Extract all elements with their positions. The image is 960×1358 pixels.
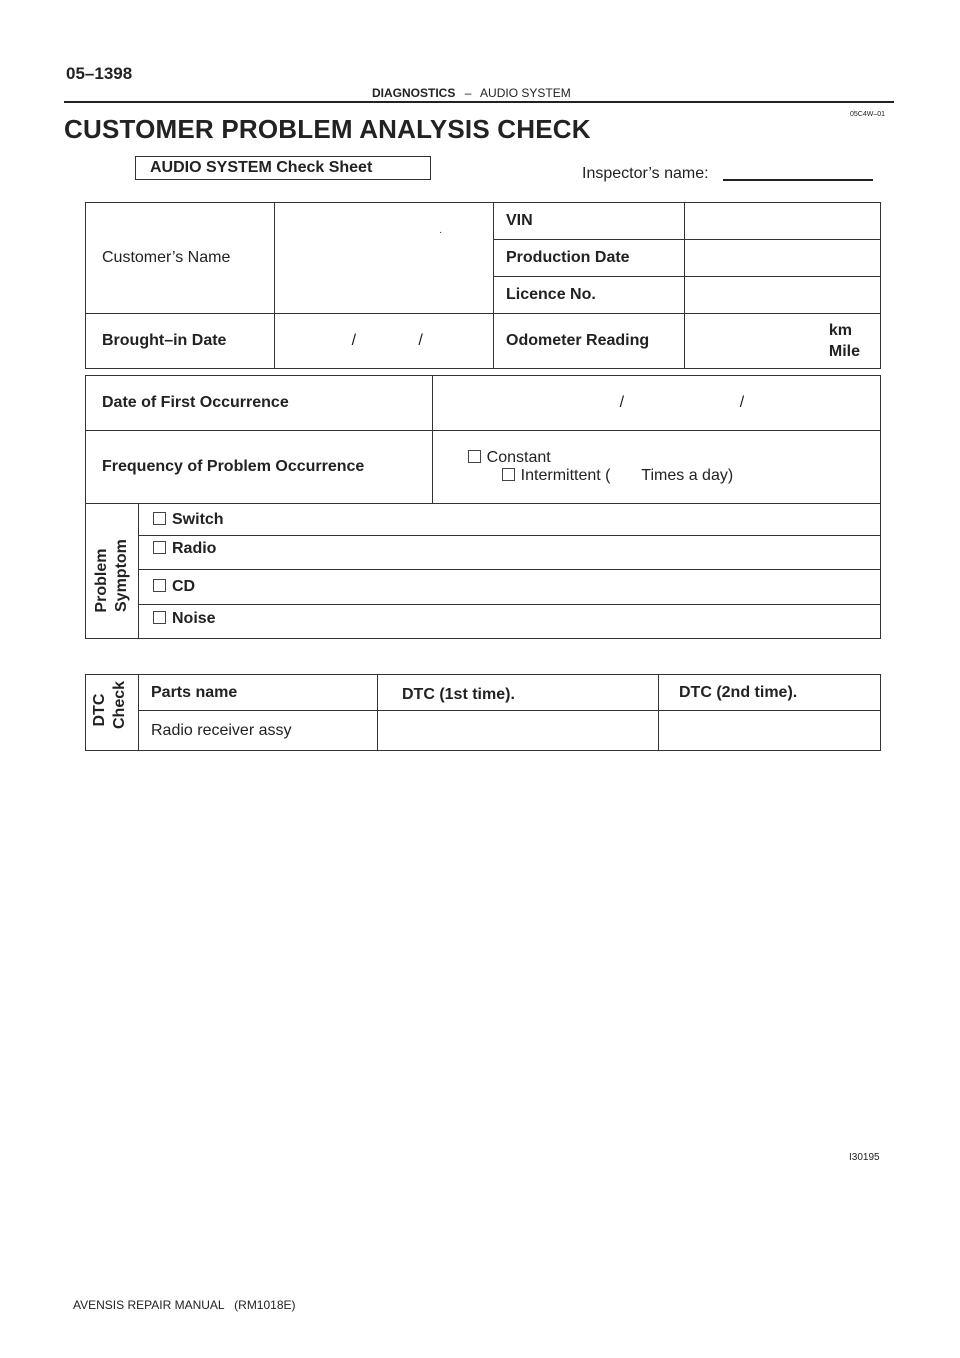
symptom-row-switch — [139, 504, 881, 536]
symptom-label — [92, 539, 132, 622]
frequency-label: Frequency of Problem Occurrence — [102, 458, 365, 475]
km-unit: km — [828, 322, 852, 339]
symptom-switch-label: Switch — [172, 510, 224, 528]
dtc-check-table — [85, 674, 881, 751]
first-occurrence-slashes: / / — [619, 394, 745, 411]
header-dash: – — [464, 86, 472, 100]
customer-name-label: Customer’s Name — [102, 249, 231, 266]
footer-manual: AVENSIS REPAIR MANUAL (RM1018E) — [73, 1298, 296, 1312]
odometer-label: Odometer Reading — [506, 332, 650, 349]
mile-unit: Mile — [828, 343, 860, 360]
licence-value-cell[interactable] — [685, 277, 881, 314]
vin-label-cell — [494, 203, 685, 240]
inspector-label: Inspector’s name: — [582, 165, 709, 182]
customer-name-label-cell — [86, 203, 275, 314]
dtc-label-line2: Check — [111, 680, 128, 729]
inspector-name-line[interactable] — [723, 179, 873, 181]
dtc-2nd-value-cell[interactable] — [659, 711, 881, 751]
date-slashes: / / — [351, 332, 423, 349]
radio-receiver-cell — [139, 711, 378, 751]
brought-in-value-cell[interactable] — [275, 314, 494, 369]
figure-code: I30195 — [849, 1152, 880, 1163]
header-rule — [64, 101, 894, 103]
page-title: CUSTOMER PROBLEM ANALYSIS CHECK — [64, 114, 591, 144]
symptom-row-cd — [139, 570, 881, 605]
symptom-row-radio — [139, 536, 881, 570]
dtc-1st-header-cell — [378, 675, 659, 711]
dtc-1st-value-cell[interactable] — [378, 711, 659, 751]
symptom-row-noise — [139, 605, 881, 639]
dtc-label — [90, 681, 130, 739]
switch-checkbox[interactable] — [153, 512, 166, 525]
dtc-2nd-header: DTC (2nd time). — [679, 684, 798, 701]
first-occurrence-label: Date of First Occurrence — [102, 394, 289, 411]
brought-in-label-cell — [86, 314, 275, 369]
odometer-value-cell[interactable] — [685, 314, 881, 369]
header-code: 05C4W–01 — [850, 111, 886, 118]
parts-name-header: Parts name — [151, 684, 238, 701]
licence-label: Licence No. — [506, 286, 596, 303]
radio-checkbox[interactable] — [153, 541, 166, 554]
header-section-line — [372, 86, 571, 100]
dtc-1st-header: DTC (1st time). — [402, 686, 515, 703]
problem-symptom-table — [85, 503, 881, 639]
production-date-label-cell — [494, 240, 685, 277]
cd-checkbox[interactable] — [153, 579, 166, 592]
production-date-label: Production Date — [506, 249, 630, 266]
frequency-label-cell — [86, 431, 433, 504]
dtc-label-cell — [86, 675, 139, 751]
noise-checkbox[interactable] — [153, 611, 166, 624]
vin-value-cell[interactable] — [685, 203, 881, 240]
parts-name-header-cell — [139, 675, 378, 711]
odometer-label-cell — [494, 314, 685, 369]
symptom-radio-label: Radio — [172, 540, 217, 557]
dtc-2nd-header-cell — [659, 675, 881, 711]
symptom-label-line1: Problem — [93, 548, 110, 613]
constant-checkbox[interactable] — [468, 450, 481, 463]
brought-in-label: Brought–in Date — [102, 332, 227, 349]
header-section: DIAGNOSTICS — [372, 86, 456, 100]
sheet-label-box — [135, 156, 431, 180]
frequency-value-cell — [433, 431, 881, 504]
symptom-label-line2: Symptom — [113, 539, 130, 612]
customer-info-table — [85, 202, 881, 369]
first-occurrence-label-cell — [86, 376, 433, 431]
header-subsection: AUDIO SYSTEM — [480, 86, 571, 100]
radio-receiver-label: Radio receiver assy — [151, 721, 292, 739]
symptom-cd-label: CD — [172, 578, 196, 595]
page-number: 05–1398 — [66, 64, 133, 83]
intermittent-label: Intermittent ( Times a day) — [520, 467, 734, 484]
dot-mark: · — [439, 227, 443, 238]
sheet-label: AUDIO SYSTEM Check Sheet — [150, 159, 373, 176]
symptom-noise-label: Noise — [172, 610, 216, 627]
licence-label-cell — [494, 277, 685, 314]
intermittent-checkbox[interactable] — [502, 468, 515, 481]
customer-name-value-cell[interactable] — [275, 203, 494, 314]
first-occurrence-value-cell[interactable] — [433, 376, 881, 431]
production-date-value-cell[interactable] — [685, 240, 881, 277]
vin-label: VIN — [506, 212, 533, 229]
constant-label: Constant — [486, 449, 551, 466]
occurrence-table — [85, 375, 881, 504]
dtc-label-line1: DTC — [91, 693, 108, 727]
symptom-label-cell — [86, 504, 139, 639]
